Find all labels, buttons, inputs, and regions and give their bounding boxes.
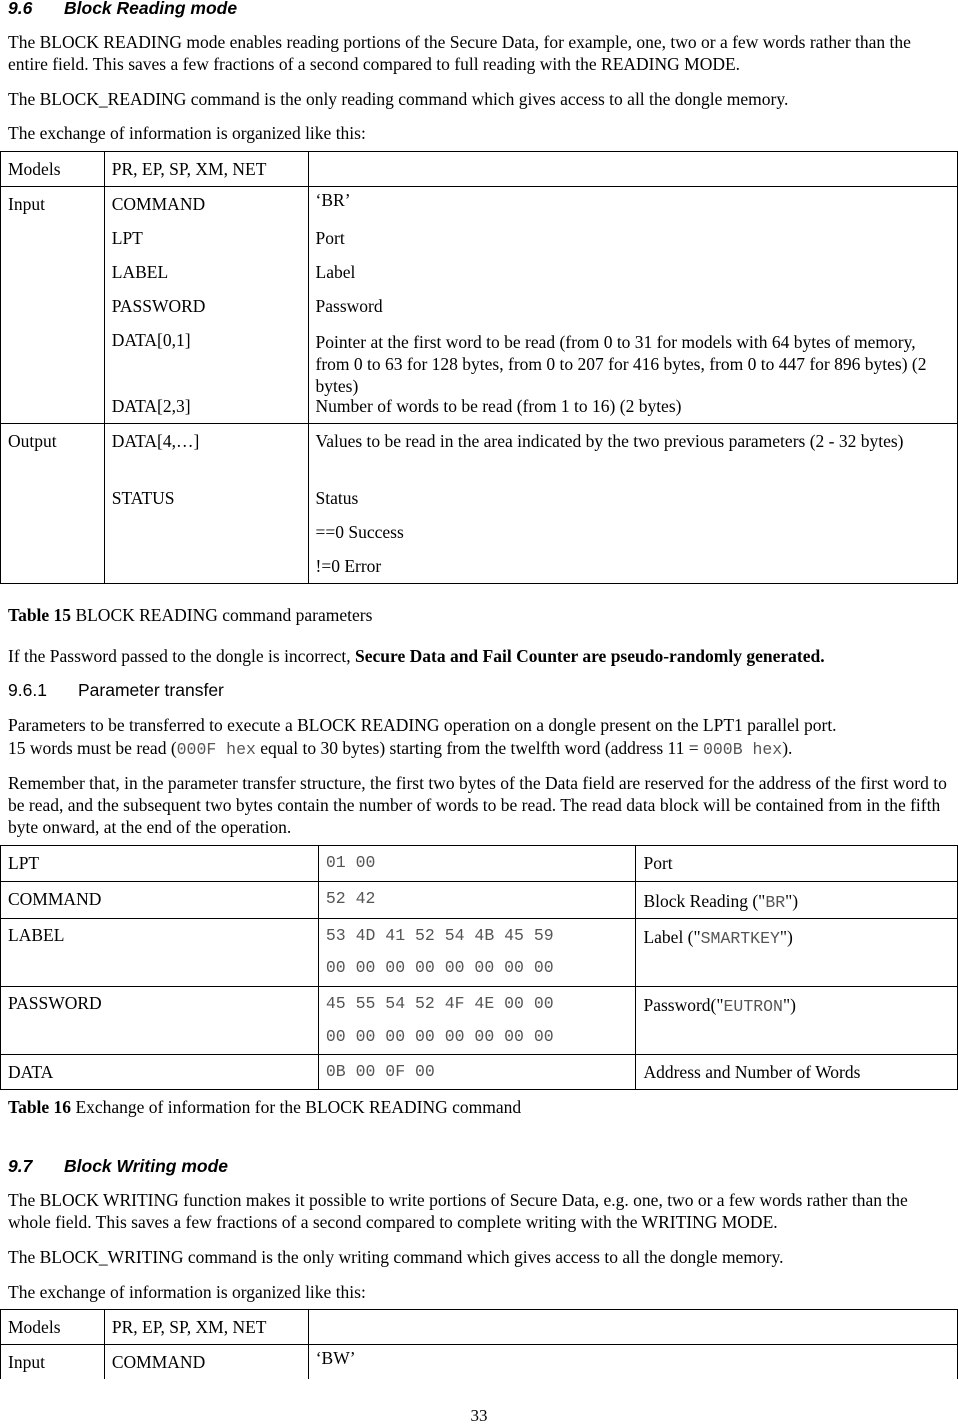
table-row [1,187,958,424]
param-desc: Status [315,488,359,508]
table-cell [636,882,957,918]
desc-text: Block Reading (" [643,891,766,911]
table-cell: PASSWORD [8,993,102,1013]
table-cell [636,1055,957,1089]
paragraph: The BLOCK WRITING function makes it possible to write portions of Secure Data, e.g. one, two or a few words rather than the whole field. This saves a few fractions of a second compared to complete writing with the WRITING MODE. [8,1190,908,1232]
table-cell: LABEL [8,925,65,945]
table-cell: Input [8,1352,45,1372]
desc-text: Label (" [643,927,701,947]
table-row [1,1310,958,1345]
table-cell [636,919,957,986]
code-text: BR [765,893,786,912]
hex-value: 53 4D 41 52 54 4B 45 59 [325,926,554,945]
code-text: 000F hex [176,740,256,759]
param-name [105,549,308,583]
param-name: DATA[2,3] [111,396,191,416]
param-desc: Port [315,228,345,248]
table-cell: LPT [8,853,40,873]
param-desc: ==0 Success [315,522,404,542]
desc-text: Address and Number of Words [643,1062,861,1082]
param-name: LPT [111,228,143,248]
table-exchange-information [0,845,958,1090]
table-cell [309,152,957,186]
code-text: EUTRON [723,997,783,1016]
desc-text: ") [779,927,793,947]
hex-value: 45 55 54 52 4F 4E 00 00 [325,994,554,1013]
section-title: Block Reading mode [64,0,238,18]
table-row [1,846,958,882]
table-block-reading-parameters [0,151,958,584]
table-cell: Models [8,1317,61,1337]
param-name: COMMAND [111,194,206,214]
table-row [1,987,958,1055]
table-row [1,1055,958,1090]
table-caption [8,605,372,626]
table-cell: DATA [8,1062,54,1082]
param-desc: Number of words to be read (from 1 to 16) (2 bytes) [315,396,682,416]
table-cell [309,1310,957,1344]
param-name: STATUS [111,488,175,508]
table-cell: PR, EP, SP, XM, NET [111,159,267,179]
table-cell: PR, EP, SP, XM, NET [111,1317,267,1337]
param-name: DATA[4,…] [111,431,200,451]
param-name [105,515,308,549]
hex-value: 00 00 00 00 00 00 00 00 [325,958,554,977]
param-desc: !=0 Error [315,556,382,576]
paragraph: The BLOCK_WRITING command is the only writing command which gives access to all the dongle memory. [8,1247,784,1267]
caption-label: Table 16 [8,1097,72,1117]
table-cell [636,987,957,1054]
desc-text: Port [643,853,673,873]
table-cell: COMMAND [8,889,102,909]
section-title: Block Writing mode [64,1156,228,1176]
code-text: 000B hex [702,740,783,759]
param-name: DATA[0,1] [111,330,191,350]
hex-value: 00 00 00 00 00 00 00 00 [325,1027,554,1046]
paragraph: The exchange of information is organized like this: [8,1282,366,1302]
table-block-writing-clip [0,1309,958,1379]
hex-value: 0B 00 0F 00 [325,1062,435,1081]
desc-text: ") [785,891,799,911]
table-row [1,1345,958,1380]
param-desc: Label [315,262,356,282]
text: ). [782,738,793,758]
param-desc: Password [315,296,383,316]
text: equal to 30 bytes) starting from the twelfth word (address 11 = [255,738,703,758]
paragraph: The BLOCK_READING command is the only reading command which gives access to all the dongle memory. [8,89,789,109]
param-desc: Values to be read in the area indicated by the two previous parameters (2 - 32 bytes) [315,431,904,451]
section-number: 9.7 [8,1156,33,1176]
paragraph: The BLOCK READING mode enables reading portions of the Secure Data, for example, one, two or a few words rather than the entire field. This saves a few fractions of a second compared to full reading with the READING MODE. [8,32,911,74]
table-cell: Output [8,431,57,451]
paragraph: The exchange of information is organized like this: [8,123,366,143]
paragraph: Remember that, in the parameter transfer structure, the first two bytes of the Data field are reserved for the address of the first word to be read, and the subsequent two bytes contain the number of words to be read. The read data block will be contained from in the fifth byte onward, at the end of the operation. [8,773,947,837]
caption-text: BLOCK READING command parameters [71,605,373,625]
caption-text: Exchange of information for the BLOCK READING command [71,1097,522,1117]
hex-value: 52 42 [325,889,376,908]
paragraph [8,645,954,667]
table-caption [8,1097,521,1118]
param-name: PASSWORD [111,296,206,316]
section-9-7-heading [8,1156,228,1177]
param-desc: Pointer at the first word to be read (from 0 to 31 for models with 64 bytes of memory, from 0 to 63 for 128 bytes, from 0 to 207 for 416 bytes, from 0 to 447 for 896 bytes) (2 bytes) [315,332,927,396]
table-row [1,424,958,584]
table-block-writing-parameters [0,1309,958,1379]
table-row [1,919,958,987]
table-row [1,882,958,919]
section-title: Parameter transfer [78,680,224,700]
paragraph: Parameters to be transferred to execute a BLOCK READING operation on a dongle present on the LPT1 parallel port. [8,715,837,735]
section-number: 9.6 [8,0,33,18]
code-text: SMARTKEY [700,929,780,948]
caption-label: Table 15 [8,605,72,625]
desc-text: Password(" [643,995,724,1015]
text: If the Password passed to the dongle is incorrect, [8,646,356,666]
table-cell: Models [8,159,61,179]
param-name: LABEL [111,262,169,282]
page-number: 33 [470,1406,488,1425]
param-name: COMMAND [111,1352,206,1372]
paragraph [8,737,954,761]
section-9-6-1-heading [8,680,224,701]
text: 15 words must be read ( [8,738,177,758]
table-cell [636,846,957,881]
param-desc: ‘BW’ [315,1348,356,1368]
table-row [1,152,958,187]
table-cell: Input [8,194,45,214]
section-9-6-heading [8,0,237,19]
hex-value: 01 00 [325,853,376,872]
section-number: 9.6.1 [8,680,47,700]
desc-text: ") [782,995,796,1015]
param-desc: ‘BR’ [315,190,351,210]
bold-text: Secure Data and Fail Counter are pseudo-randomly generated. [355,646,825,666]
